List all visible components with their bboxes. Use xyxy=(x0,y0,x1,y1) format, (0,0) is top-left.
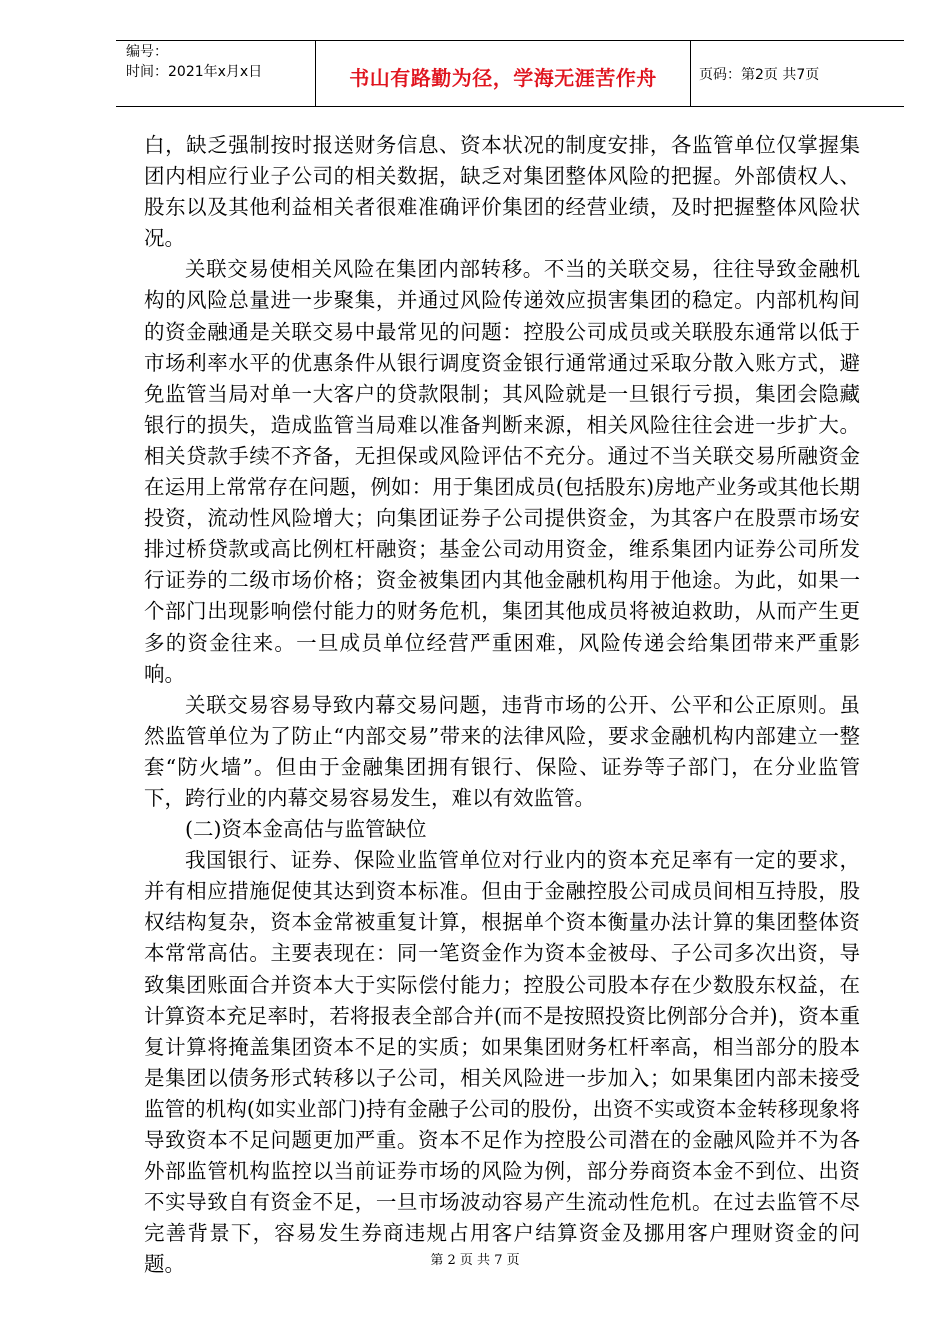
header-time-label: 时间：2021年x月x日 xyxy=(126,64,263,80)
page-footer: 第 2 页 共 7 页 xyxy=(430,1253,520,1268)
document-body xyxy=(144,130,860,1280)
header-motto: 书山有路勤为径，学海无涯苦作舟 xyxy=(349,66,657,90)
paragraph-continued: 白，缺乏强制按时报送财务信息、资本状况的制度安排，各监管单位仅掌握集团内相应行业子公司的相关数据，缺乏对集团整体风险的把握。外部债权人、股东以及其他利益相关者很难准确评价集团的经营业绩，及时把握整体风险状况。 xyxy=(144,133,860,251)
header-divider-right xyxy=(690,40,691,106)
header-number-label: 编号： xyxy=(126,44,168,60)
section-heading: (二)资本金高估与监管缺位 xyxy=(185,817,427,842)
page-header xyxy=(116,40,904,106)
paragraph-related-transactions: 关联交易使相关风险在集团内部转移。不当的关联交易，往往导致金融机构的风险总量进一步聚集，并通过风险传递效应损害集团的稳定。内部机构间的资金融通是关联交易中最常见的问题：控股公司成员或关联股东通常以低于市场利率水平的优惠条件从银行调度资金银行通常通过采取分散入账方式，避免监管当局对单一大客户的贷款限制；其风险就是一旦银行亏损，集团会隐藏银行的损失，造成监管当局难以准备判断来源，相关风险往往会进一步扩大。相关贷款手续不齐备，无担保或风险评估不充分。通过不当关联交易所融资金在运用上常常存在问题，例如：用于集团成员(包括股东)房地产业务或其他长期投资，流动性风险增大；向集团证券子公司提供资金，为其客户在股票市场安排过桥贷款或高比例杠杆融资；基金公司动用资金，维系集团内证券公司所发行证券的二级市场价格；资金被集团内其他金融机构用于他途。为此，如果一个部门出现影响偿付能力的财务危机，集团其他成员将被迫救助，从而产生更多的资金往来。一旦成员单位经营严重困难，风险传递会给集团带来严重影响。 xyxy=(144,257,860,686)
header-bottom-rule xyxy=(116,106,904,107)
paragraph-capital-overestimation: 我国银行、证券、保险业监管单位对行业内的资本充足率有一定的要求，并有相应措施促使其达到资本标准。但由于金融控股公司成员间相互持股，股权结构复杂，资本金常被重复计算，根据单个资本衡量办法计算的集团整体资本常常高估。主要表现在：同一笔资金作为资本金被母、子公司多次出资，导致集团账面合并资本大于实际偿付能力；控股公司股本存在少数股东权益，在计算资本充足率时，若将报表全部合并(而不是按照投资比例部分合并)，资本重复计算将掩盖集团资本不足的实质；如果集团财务杠杆率高，相当部分的股本是集团以债务形式转移以子公司，相关风险进一步加入；如果集团内部未接受监管的机构(如实业部门)持有金融子公司的股份，出资不实或资本金转移现象将导致资本不足问题更加严重。资本不足作为控股公司潜在的金融风险并不为各外部监管机构监控以当前证券市场的风险为例，部分券商资本金不到位、出资不实导致自有资金不足，一旦市场波动容易产生流动性危机。在过去监管不尽完善背景下，容易发生券商违规占用客户结算资金及挪用客户理财资金的问题。 xyxy=(144,848,860,1277)
paragraph-insider-trading: 关联交易容易导致内幕交易问题，违背市场的公开、公平和公正原则。虽然监管单位为了防止“内部交易”带来的法律风险，要求金融机构内部建立一整套“防火墙”。但由于金融集团拥有银行、保险、证券等子部门，在分业监管下，跨行业的内幕交易容易发生，难以有效监管。 xyxy=(144,692,860,810)
header-top-rule xyxy=(116,40,904,41)
header-meta xyxy=(126,42,312,82)
header-page-label: 页码：第2页 共7页 xyxy=(699,67,820,83)
